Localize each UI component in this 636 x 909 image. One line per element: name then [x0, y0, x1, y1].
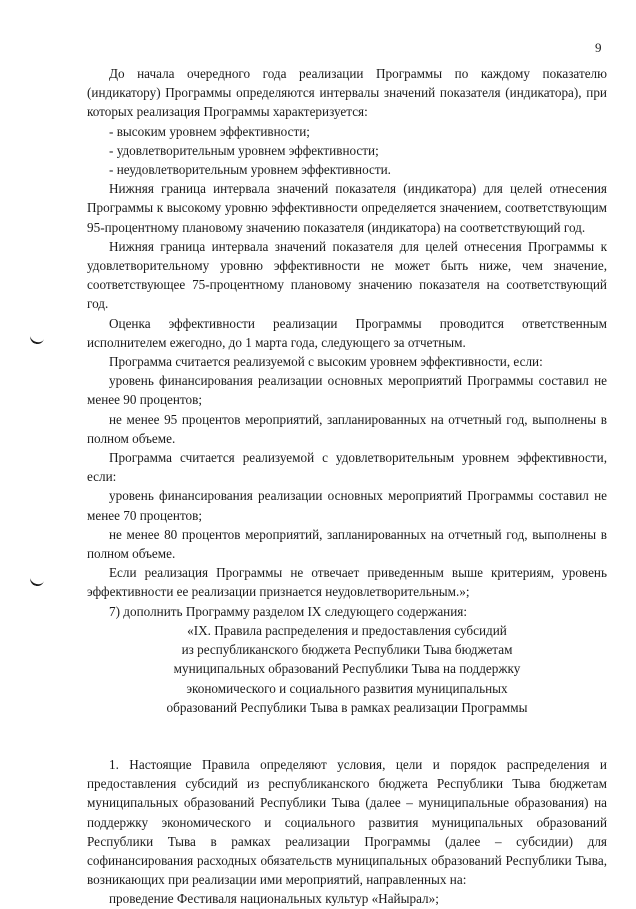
- paragraph: Оценка эффективности реализации Программы проводится ответственным исполнителем ежегодно, до 1 марта года, следующего за отчетным.: [87, 315, 607, 350]
- paragraph: 1. Настоящие Правила определяют условия, цели и порядок распределения и предоставления субсидий из республиканского бюджета Республики Тыва бюджетам муниципальных образований Республики Тыва (далее – муниципальные образования) на поддержку экономического и социального развития муниципальных образований Республики Тыва в рамках реализации Программы (далее – субсидии) для софинансирования расходных обязательств муниципальных образований Республики Тыва, возникающих при реализации ими мероприятий, направленных на:: [87, 756, 607, 888]
- section-heading: [87, 621, 607, 717]
- paragraph: не менее 95 процентов мероприятий, запланированных на отчетный год, выполнены в полном объеме.: [87, 411, 607, 446]
- heading-line: «IX. Правила распределения и предоставления субсидий: [187, 622, 507, 638]
- paragraph: проведение Фестиваля национальных культур «Найырал»;: [109, 891, 439, 907]
- paragraph: уровень финансирования реализации основных мероприятий Программы составил не менее 90 процентов;: [87, 373, 607, 408]
- spacer: [87, 717, 607, 755]
- list-item: - высоким уровнем эффективности;: [109, 123, 310, 139]
- paragraph: 7) дополнить Программу разделом IX следующего содержания:: [109, 603, 468, 619]
- margin-mark: [29, 572, 46, 587]
- heading-line: образований Республики Тыва в рамках реализации Программы: [166, 699, 528, 715]
- heading-line: экономического и социального развития муниципальных: [186, 680, 508, 696]
- heading-line: муниципальных образований Республики Тыва на поддержку: [173, 661, 521, 677]
- heading-line: из республиканского бюджета Республики Тыва бюджетам: [181, 642, 513, 658]
- paragraph: До начала очередного года реализации Программы по каждому показателю (индикатору) Программы определяются интервалы значений показателя (индикатора), при которых реализация Программы характеризуется:: [87, 66, 607, 120]
- document-body: [87, 64, 607, 909]
- paragraph: Программа считается реализуемой с удовлетворительным уровнем эффективности, если:: [87, 450, 607, 485]
- paragraph: Если реализация Программы не отвечает приведенным выше критериям, уровень эффективности ее реализации признается неудовлетворительным.»;: [87, 565, 607, 600]
- paragraph: уровень финансирования реализации основных мероприятий Программы составил не менее 70 процентов;: [87, 488, 607, 523]
- list-item: - удовлетворительным уровнем эффективности;: [109, 142, 379, 158]
- page-number: 9: [595, 40, 602, 55]
- paragraph: не менее 80 процентов мероприятий, запланированных на отчетный год, выполнены в полном объеме.: [87, 526, 607, 562]
- paragraph: Программа считается реализуемой с высоким уровнем эффективности, если:: [109, 354, 543, 370]
- paragraph: Нижняя граница интервала значений показателя для целей отнесения Программы к удовлетворительному уровню эффективности не может быть ниже, чем значение, соответствующее 75-процентному плановому значению показателя на соответствующий год.: [87, 238, 607, 312]
- list-item: - неудовлетворительным уровнем эффективности.: [109, 162, 391, 178]
- paragraph: Нижняя граница интервала значений показателя (индикатора) для целей отнесения Программы к высокому уровню эффективности определяется значением, соответствующим 95-процентному плановому значению показателя (индикатора) на соответствующий год.: [87, 181, 607, 235]
- margin-mark: [29, 330, 46, 345]
